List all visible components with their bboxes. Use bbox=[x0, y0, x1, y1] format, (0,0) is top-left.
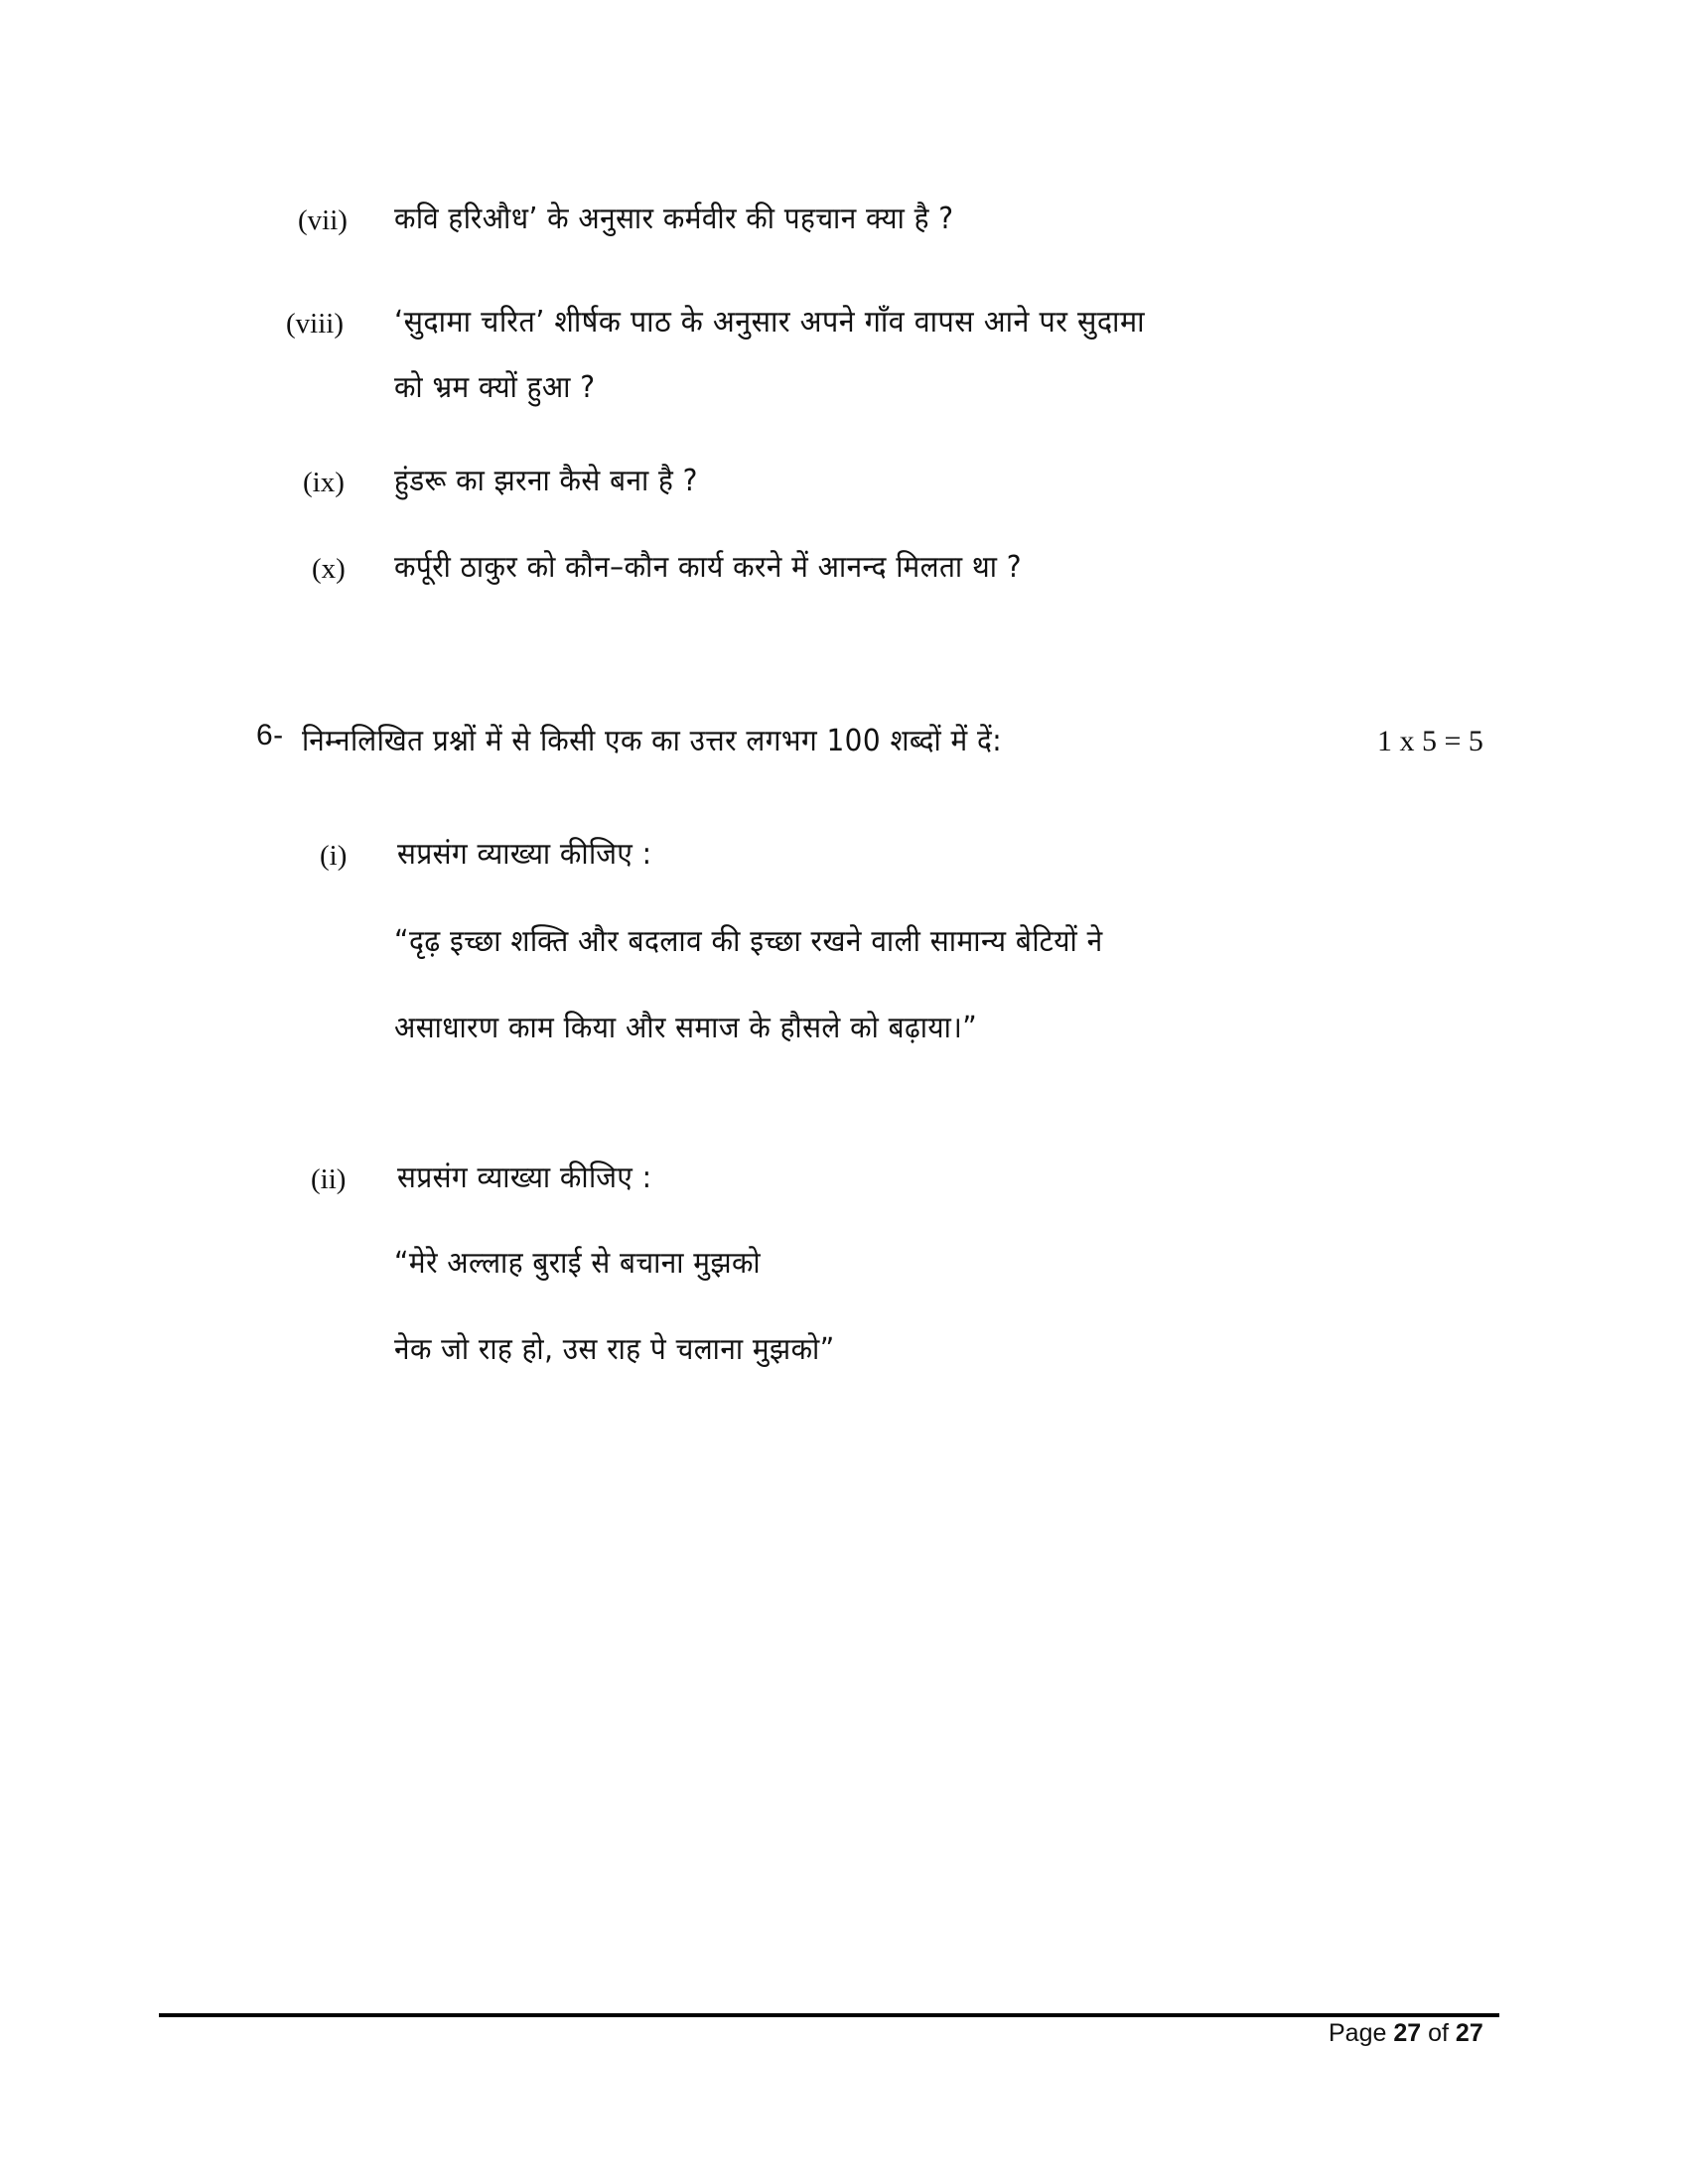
question-number: (vii) bbox=[298, 205, 348, 236]
option-heading: सप्रसंग व्याख्या कीजिए : bbox=[397, 1160, 652, 1195]
option-number: (i) bbox=[320, 840, 348, 872]
total-pages: 27 bbox=[1455, 2019, 1483, 2047]
footer-rule bbox=[159, 2013, 1499, 2017]
question-number: 6- bbox=[256, 719, 284, 751]
question-text: हुंडरू का झरना कैसे बना है ? bbox=[394, 464, 698, 498]
page-word: Page bbox=[1329, 2019, 1387, 2047]
marks-allocation: 1 x 5 = 5 bbox=[1377, 725, 1483, 757]
page-number bbox=[1329, 2019, 1483, 2048]
option-number: (ii) bbox=[311, 1163, 347, 1195]
quote-line-1: “मेरे अल्लाह बुराई से बचाना मुझको bbox=[394, 1246, 762, 1281]
quote-line-1: “दृढ़ इच्छा शक्ति और बदलाव की इच्छा रखने वाली सामान्य बेटियों ने bbox=[394, 924, 1103, 959]
question-text: कर्पूरी ठाकुर को कौन–कौन कार्य करने में आनन्द मिलता था ? bbox=[394, 550, 1023, 585]
question-number: (viii) bbox=[286, 308, 344, 340]
quote-line-2: नेक जो राह हो, उस राह पे चलाना मुझको” bbox=[394, 1332, 835, 1367]
option-heading: सप्रसंग व्याख्या कीजिए : bbox=[397, 837, 652, 872]
quote-line-2: असाधारण काम किया और समाज के हौसले को बढ़ाया।” bbox=[394, 1011, 978, 1045]
question-text-line-1: ‘सुदामा चरित’ शीर्षक पाठ के अनुसार अपने गाँव वापस आने पर सुदामा bbox=[394, 305, 1145, 340]
question-text-line-2: को भ्रम क्यों हुआ ? bbox=[394, 370, 596, 405]
of-word: of bbox=[1428, 2019, 1449, 2047]
question-text: कवि हरिऔध’ के अनुसार कर्मवीर की पहचान क्या है ? bbox=[394, 202, 954, 236]
current-page: 27 bbox=[1393, 2019, 1422, 2047]
question-number: (ix) bbox=[303, 467, 345, 498]
question-number: (x) bbox=[312, 553, 346, 585]
question-instruction: निम्नलिखित प्रश्नों में से किसी एक का उत्तर लगभग 100 शब्दों में दें: bbox=[302, 724, 1003, 758]
